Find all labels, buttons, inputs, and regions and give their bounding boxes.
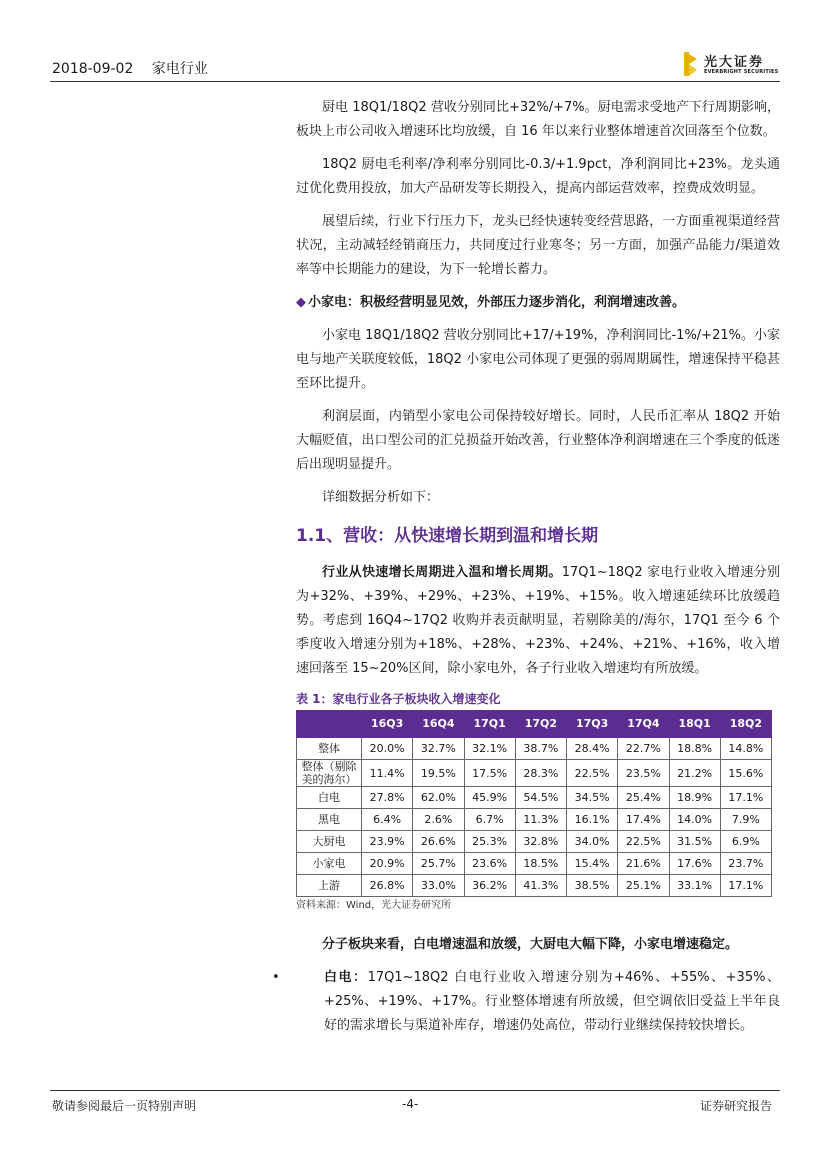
table-row-label: 小家电	[297, 853, 362, 875]
table-cell: 33.1%	[669, 875, 720, 897]
table-cell: 25.1%	[618, 875, 669, 897]
table-cell: 38.7%	[515, 738, 566, 760]
table-cell: 34.0%	[567, 831, 618, 853]
table-row-label: 大厨电	[297, 831, 362, 853]
main-content	[272, 96, 780, 1047]
table-cell: 6.4%	[362, 809, 413, 831]
table-header-cell: 16Q3	[362, 711, 413, 738]
revenue-growth-table	[296, 710, 772, 897]
table-cell: 41.3%	[515, 875, 566, 897]
paragraph-outlook: 展望后续，行业下行压力下，龙头已经快速转变经营思路，一方面重视渠道经营状况，主动减轻经销商压力，共同度过行业寒冬；另一方面，加强产品能力/渠道效率等中长期能力的建设，为下一轮增长蓄力。	[296, 214, 780, 277]
table-cell: 17.4%	[618, 809, 669, 831]
table-cell: 38.5%	[567, 875, 618, 897]
revenue-trend-text: 17Q1~18Q2 家电行业收入增速分别为+32%、+39%、+29%、+23%、+19%、+15%。收入增速延续环比放缓趋势。考虑到 16Q4~17Q2 收购并表贡献明显，若剔除美的/海尔，17Q1 至今 6 个季度收入增速分别为+18%、+28%、+23%、+24%、+21%、+16%，收入增速回落至 15~20%区间，除小家电外，各子行业收入增速均有所放缓。	[296, 565, 780, 676]
table-source: 资料来源：Wind，光大证券研究所	[296, 900, 452, 911]
revenue-trend-lead: 行业从快速增长周期进入温和增长周期。	[322, 565, 562, 580]
table-cell: 2.6%	[413, 809, 464, 831]
table-cell: 14.0%	[669, 809, 720, 831]
table-cell: 21.6%	[618, 853, 669, 875]
section-title: 1.1、营收：从快速增长期到温和增长期	[296, 526, 599, 546]
table-cell: 26.8%	[362, 875, 413, 897]
table-cell: 54.5%	[515, 787, 566, 809]
table-cell: 18.9%	[669, 787, 720, 809]
table-header-cell: 16Q4	[413, 711, 464, 738]
paragraph-kitchen-revenue: 厨电 18Q1/18Q2 营收分别同比+32%/+7%。厨电需求受地产下行周期影响，板块上市公司收入增速环比均放缓，自 16 年以来行业整体增速首次回落至个位数。	[296, 100, 780, 139]
table-header-cell	[297, 711, 362, 738]
table-cell: 23.6%	[464, 853, 515, 875]
logo-text-en: EVERBRIGHT SECURITIES	[704, 69, 779, 75]
table-row-label: 整体	[297, 738, 362, 760]
table-cell: 28.3%	[515, 760, 566, 787]
table-cell: 15.4%	[567, 853, 618, 875]
table-cell: 18.5%	[515, 853, 566, 875]
paragraph-kitchen-margin: 18Q2 厨电毛利率/净利率分别同比-0.3/+1.9pct，净利润同比+23%。龙头通过优化费用投放，加大产品研发等长期投入，提高内部运营效率，控费成效明显。	[296, 157, 780, 196]
table-row-label: 整体（剔除美的海尔）	[297, 760, 362, 787]
segment-summary: 分子板块来看，白电增速温和放缓，大厨电大幅下降，小家电增速稳定。	[322, 937, 739, 952]
footer-report-type: 证券研究报告	[700, 1099, 773, 1113]
table-cell: 11.3%	[515, 809, 566, 831]
table-cell: 21.2%	[669, 760, 720, 787]
table-cell: 32.1%	[464, 738, 515, 760]
diamond-bullet-icon: ◆	[296, 295, 306, 310]
table-cell: 17.6%	[669, 853, 720, 875]
table-row-label: 上游	[297, 875, 362, 897]
white-goods-item	[272, 966, 780, 1038]
table-cell: 17.1%	[720, 787, 771, 809]
logo-mark-icon	[684, 52, 698, 76]
table-header-cell: 18Q2	[720, 711, 771, 738]
table-cell: 20.9%	[362, 853, 413, 875]
table-cell: 22.7%	[618, 738, 669, 760]
table-cell: 28.4%	[567, 738, 618, 760]
table-row	[297, 787, 772, 809]
table-row	[297, 760, 772, 787]
table-cell: 17.5%	[464, 760, 515, 787]
table-cell: 23.9%	[362, 831, 413, 853]
table-cell: 22.5%	[567, 760, 618, 787]
table-cell: 31.5%	[669, 831, 720, 853]
table-row	[297, 738, 772, 760]
table-header-row	[297, 711, 772, 738]
table-row-label: 黑电	[297, 809, 362, 831]
page-number: -4-	[402, 1097, 419, 1111]
table-cell: 45.9%	[464, 787, 515, 809]
table-body	[297, 738, 772, 897]
table-cell: 36.2%	[464, 875, 515, 897]
table-cell: 26.6%	[413, 831, 464, 853]
white-goods-text: 17Q1~18Q2 白电行业收入增速分别为+46%、+55%、+35%、+25%、+19%、+17%。行业整体增速有所放缓，但空调依旧受益上半年良好的需求增长与渠道补库存，增速仍处高位，带动行业继续保持较快增长。	[324, 970, 780, 1033]
footer-disclaimer: 敬请参阅最后一页特别声明	[52, 1099, 197, 1113]
small-appliance-heading	[296, 291, 780, 315]
table-cell: 17.1%	[720, 875, 771, 897]
table-cell: 15.6%	[720, 760, 771, 787]
table-cell: 7.9%	[720, 809, 771, 831]
table-cell: 62.0%	[413, 787, 464, 809]
table-row	[297, 853, 772, 875]
page-header	[52, 58, 222, 78]
table-cell: 22.5%	[618, 831, 669, 853]
table-header-cell: 17Q4	[618, 711, 669, 738]
table-cell: 27.8%	[362, 787, 413, 809]
table-cell: 11.4%	[362, 760, 413, 787]
paragraph-small-appliance-revenue: 小家电 18Q1/18Q2 营收分别同比+17/+19%，净利润同比-1%/+21%。小家电与地产关联度较低，18Q2 小家电公司体现了更强的弱周期属性，增速保持平稳甚至环比提升。	[296, 328, 780, 391]
table-cell: 34.5%	[567, 787, 618, 809]
table-cell: 25.4%	[618, 787, 669, 809]
table-cell: 23.7%	[720, 853, 771, 875]
table-row	[297, 875, 772, 897]
table-row	[297, 809, 772, 831]
table-cell: 23.5%	[618, 760, 669, 787]
table-cell: 19.5%	[413, 760, 464, 787]
table-cell: 32.7%	[413, 738, 464, 760]
small-appliance-heading-text: 小家电：积极经营明显见效，外部压力逐步消化，利润增速改善。	[308, 295, 686, 310]
table-cell: 18.8%	[669, 738, 720, 760]
footer-divider	[50, 1090, 780, 1091]
table-header-cell: 18Q1	[669, 711, 720, 738]
paragraph-revenue-trend	[296, 561, 780, 681]
table-cell: 25.7%	[413, 853, 464, 875]
table-cell: 33.0%	[413, 875, 464, 897]
logo-text-cn: 光大证券	[704, 55, 765, 70]
table-header-cell: 17Q1	[464, 711, 515, 738]
table-cell: 16.1%	[567, 809, 618, 831]
table-cell: 6.9%	[720, 831, 771, 853]
table-cell: 6.7%	[464, 809, 515, 831]
table-row	[297, 831, 772, 853]
table-cell: 14.8%	[720, 738, 771, 760]
table-caption: 表 1：家电行业各子板块收入增速变化	[296, 692, 501, 706]
report-date: 2018-09-02	[52, 61, 134, 77]
table-cell: 25.3%	[464, 831, 515, 853]
paragraph-detail-intro: 详细数据分析如下：	[322, 490, 440, 505]
table-row-label: 白电	[297, 787, 362, 809]
industry-name: 家电行业	[151, 61, 208, 77]
company-logo	[684, 51, 780, 79]
table-header-cell: 17Q3	[567, 711, 618, 738]
table-cell: 20.0%	[362, 738, 413, 760]
white-goods-label: 白电：	[324, 970, 368, 985]
paragraph-small-appliance-profit: 利润层面，内销型小家电公司保持较好增长。同时，人民币汇率从 18Q2 开始大幅贬值，出口型公司的汇兑损益开始改善，行业整体净利润增速在三个季度的低迷后出现明显提升。	[296, 409, 780, 472]
table-cell: 32.8%	[515, 831, 566, 853]
header-divider	[50, 81, 780, 82]
table-header-cell: 17Q2	[515, 711, 566, 738]
bullet-dot-icon: •	[272, 970, 280, 985]
